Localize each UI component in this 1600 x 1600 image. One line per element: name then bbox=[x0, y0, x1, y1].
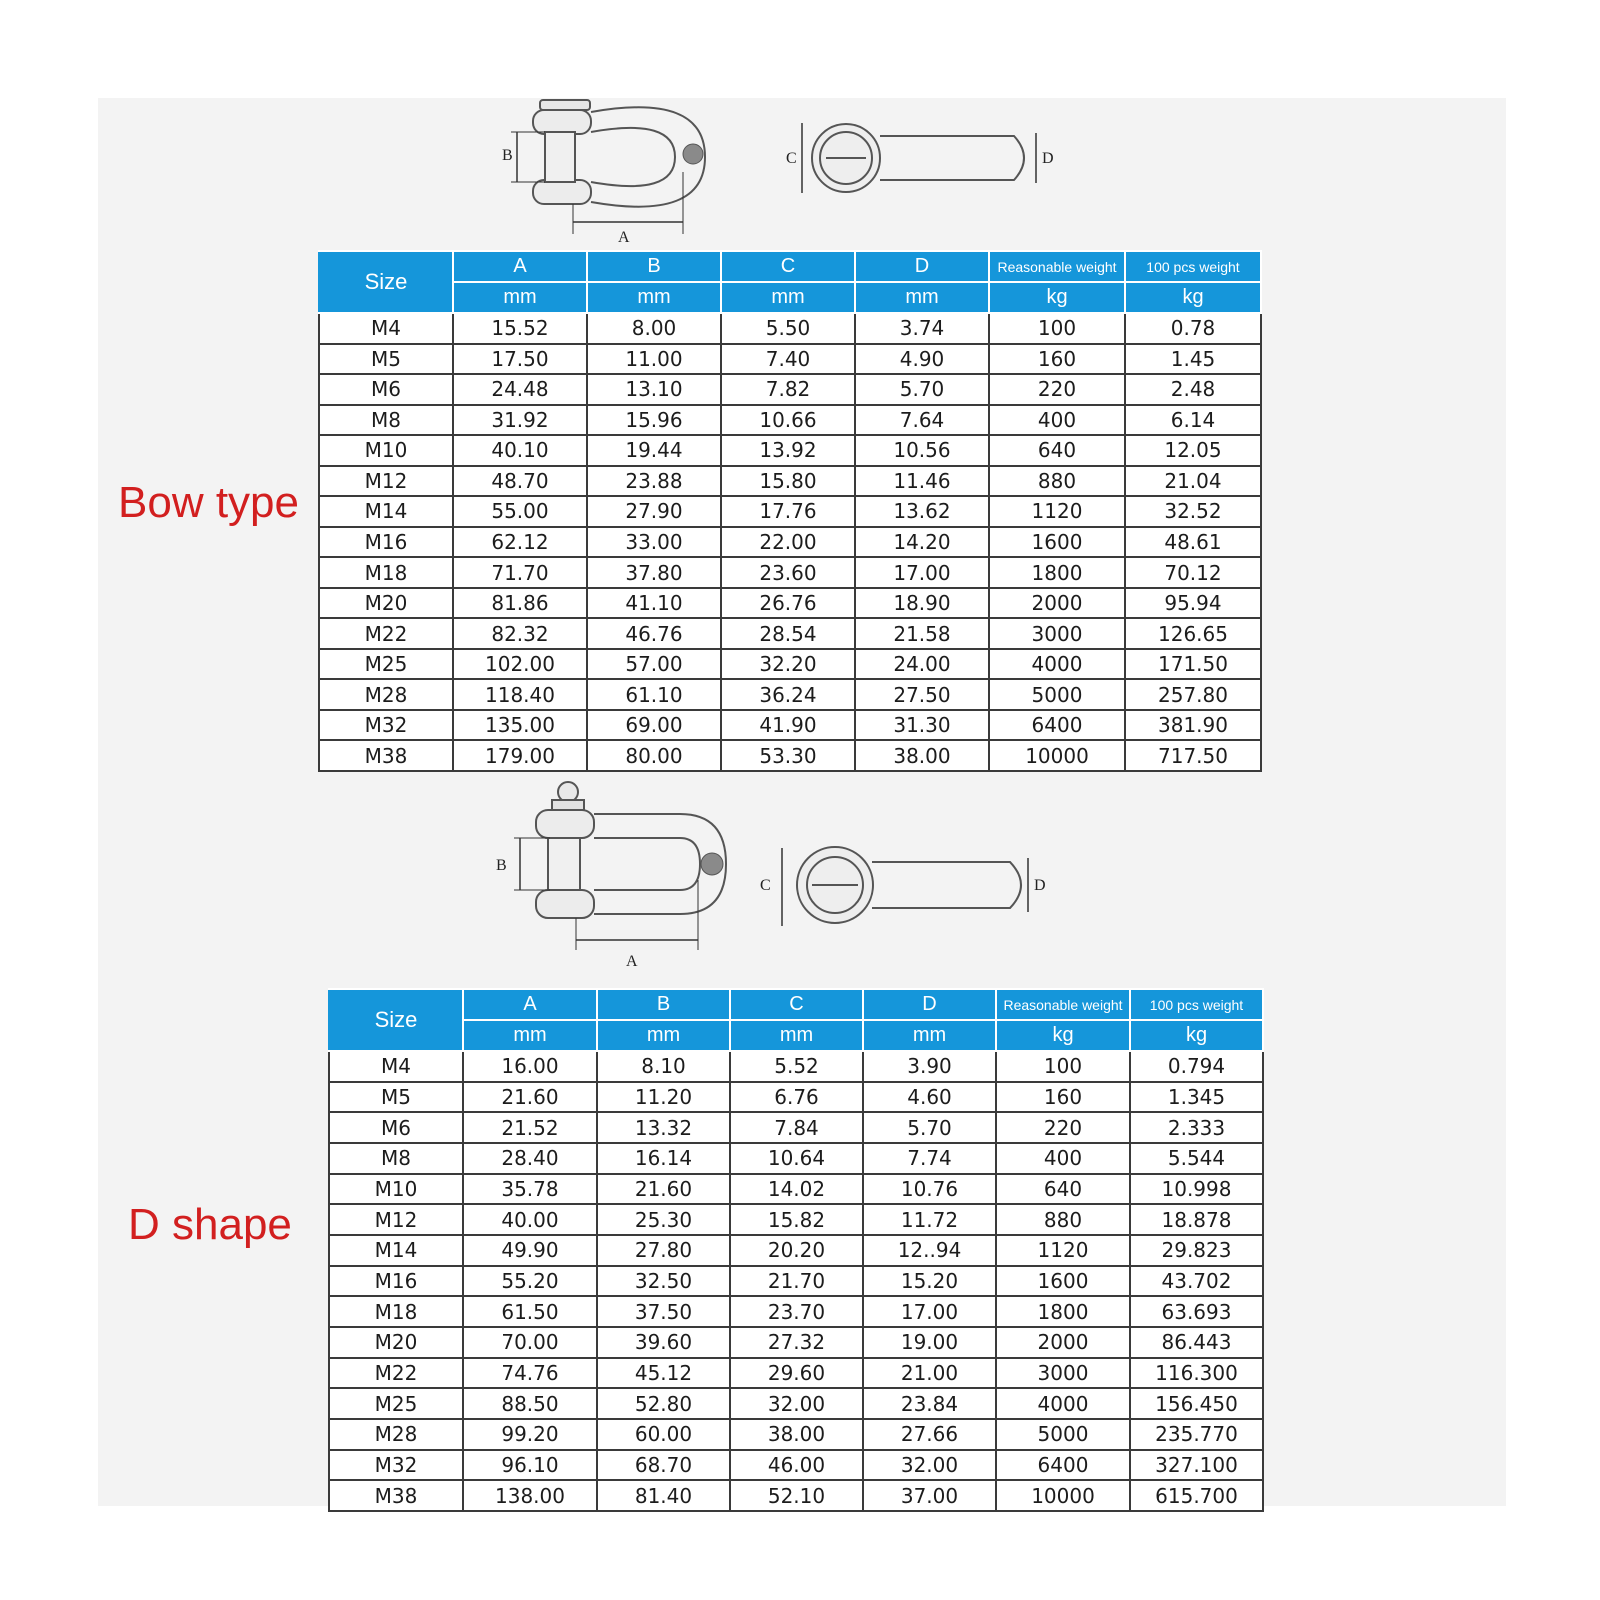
table-row bbox=[329, 1235, 1263, 1266]
d-cell: 14.20 bbox=[855, 527, 989, 558]
a-cell: 102.00 bbox=[453, 649, 587, 680]
pcs-weight-cell: 86.443 bbox=[1130, 1327, 1263, 1358]
size-cell: M10 bbox=[319, 435, 453, 466]
pcs-weight-header: 100 pcs weight bbox=[1125, 251, 1261, 282]
reasonable-weight-cell: 10000 bbox=[996, 1480, 1130, 1511]
pcs-weight-cell: 5.544 bbox=[1130, 1143, 1263, 1174]
c-cell: 15.82 bbox=[730, 1204, 863, 1235]
d-cell: 37.00 bbox=[863, 1480, 996, 1511]
table-row bbox=[329, 1204, 1263, 1235]
pcs-weight-cell: 0.794 bbox=[1130, 1051, 1263, 1082]
a-cell: 61.50 bbox=[463, 1296, 597, 1327]
c-cell: 46.00 bbox=[730, 1450, 863, 1481]
d-cell: 5.70 bbox=[855, 374, 989, 405]
b-cell: 19.44 bbox=[587, 435, 721, 466]
reasonable-weight-cell: 220 bbox=[996, 1112, 1130, 1143]
c-cell: 17.76 bbox=[721, 496, 855, 527]
col-b-header: B bbox=[587, 251, 721, 282]
col-b-header: B bbox=[597, 989, 730, 1020]
table-row bbox=[329, 1112, 1263, 1143]
d-cell: 5.70 bbox=[863, 1112, 996, 1143]
dim-c-label-d: C bbox=[760, 877, 771, 894]
d-shackle-side-diagram bbox=[490, 780, 740, 975]
pcs-weight-cell: 327.100 bbox=[1130, 1450, 1263, 1481]
reasonable-weight-cell: 5000 bbox=[989, 679, 1125, 710]
a-cell: 55.00 bbox=[453, 496, 587, 527]
pcs-weight-cell: 156.450 bbox=[1130, 1388, 1263, 1419]
size-cell: M25 bbox=[329, 1388, 463, 1419]
col-c-header: C bbox=[730, 989, 863, 1020]
c-cell: 15.80 bbox=[721, 466, 855, 497]
size-cell: M38 bbox=[319, 740, 453, 771]
table-row bbox=[329, 1358, 1263, 1389]
unit-a: mm bbox=[463, 1020, 597, 1051]
b-cell: 60.00 bbox=[597, 1419, 730, 1450]
a-cell: 118.40 bbox=[453, 679, 587, 710]
dim-d-label: D bbox=[1042, 150, 1054, 167]
d-cell: 7.74 bbox=[863, 1143, 996, 1174]
b-cell: 25.30 bbox=[597, 1204, 730, 1235]
a-cell: 16.00 bbox=[463, 1051, 597, 1082]
b-cell: 13.32 bbox=[597, 1112, 730, 1143]
c-cell: 38.00 bbox=[730, 1419, 863, 1450]
c-cell: 10.64 bbox=[730, 1143, 863, 1174]
d-cell: 17.00 bbox=[863, 1296, 996, 1327]
col-d-header: D bbox=[855, 251, 989, 282]
reasonable-weight-header: Reasonable weight bbox=[989, 251, 1125, 282]
a-cell: 82.32 bbox=[453, 618, 587, 649]
b-cell: 46.76 bbox=[587, 618, 721, 649]
size-cell: M20 bbox=[319, 588, 453, 619]
c-cell: 6.76 bbox=[730, 1082, 863, 1113]
pcs-weight-cell: 21.04 bbox=[1125, 466, 1261, 497]
size-cell: M22 bbox=[319, 618, 453, 649]
table-row bbox=[319, 710, 1261, 741]
d-cell: 17.00 bbox=[855, 557, 989, 588]
c-cell: 5.52 bbox=[730, 1051, 863, 1082]
a-cell: 17.50 bbox=[453, 344, 587, 375]
b-cell: 41.10 bbox=[587, 588, 721, 619]
reasonable-weight-cell: 2000 bbox=[989, 588, 1125, 619]
c-cell: 36.24 bbox=[721, 679, 855, 710]
b-cell: 45.12 bbox=[597, 1358, 730, 1389]
a-cell: 70.00 bbox=[463, 1327, 597, 1358]
reasonable-weight-cell: 160 bbox=[996, 1082, 1130, 1113]
pcs-weight-cell: 1.45 bbox=[1125, 344, 1261, 375]
a-cell: 55.20 bbox=[463, 1266, 597, 1297]
unit-reasonable-weight: kg bbox=[996, 1020, 1130, 1051]
table-row bbox=[319, 405, 1261, 436]
bow-shackle-side-diagram bbox=[502, 92, 730, 247]
table-row bbox=[329, 1450, 1263, 1481]
a-cell: 135.00 bbox=[453, 710, 587, 741]
reasonable-weight-cell: 400 bbox=[996, 1143, 1130, 1174]
unit-c: mm bbox=[730, 1020, 863, 1051]
size-cell: M8 bbox=[319, 405, 453, 436]
pcs-weight-cell: 171.50 bbox=[1125, 649, 1261, 680]
size-cell: M18 bbox=[329, 1296, 463, 1327]
table-row bbox=[319, 679, 1261, 710]
size-header: Size bbox=[329, 989, 463, 1051]
unit-b: mm bbox=[587, 282, 721, 313]
pcs-weight-cell: 29.823 bbox=[1130, 1235, 1263, 1266]
size-cell: M32 bbox=[319, 710, 453, 741]
pcs-weight-cell: 615.700 bbox=[1130, 1480, 1263, 1511]
c-cell: 28.54 bbox=[721, 618, 855, 649]
b-cell: 16.14 bbox=[597, 1143, 730, 1174]
size-cell: M28 bbox=[319, 679, 453, 710]
b-cell: 8.10 bbox=[597, 1051, 730, 1082]
table-row bbox=[319, 649, 1261, 680]
size-cell: M18 bbox=[319, 557, 453, 588]
unit-d: mm bbox=[863, 1020, 996, 1051]
pcs-weight-cell: 43.702 bbox=[1130, 1266, 1263, 1297]
pcs-weight-cell: 48.61 bbox=[1125, 527, 1261, 558]
reasonable-weight-cell: 640 bbox=[989, 435, 1125, 466]
table-row bbox=[319, 435, 1261, 466]
size-header: Size bbox=[319, 251, 453, 313]
b-cell: 80.00 bbox=[587, 740, 721, 771]
table-row bbox=[319, 740, 1261, 771]
b-cell: 37.80 bbox=[587, 557, 721, 588]
table-row bbox=[329, 1419, 1263, 1450]
a-cell: 71.70 bbox=[453, 557, 587, 588]
b-cell: 81.40 bbox=[597, 1480, 730, 1511]
c-cell: 32.00 bbox=[730, 1388, 863, 1419]
c-cell: 27.32 bbox=[730, 1327, 863, 1358]
d-cell: 24.00 bbox=[855, 649, 989, 680]
b-cell: 68.70 bbox=[597, 1450, 730, 1481]
a-cell: 24.48 bbox=[453, 374, 587, 405]
size-cell: M5 bbox=[319, 344, 453, 375]
d-cell: 27.66 bbox=[863, 1419, 996, 1450]
reasonable-weight-cell: 100 bbox=[996, 1051, 1130, 1082]
size-cell: M5 bbox=[329, 1082, 463, 1113]
reasonable-weight-cell: 880 bbox=[996, 1204, 1130, 1235]
b-cell: 13.10 bbox=[587, 374, 721, 405]
pcs-weight-cell: 95.94 bbox=[1125, 588, 1261, 619]
a-cell: 31.92 bbox=[453, 405, 587, 436]
pcs-weight-cell: 70.12 bbox=[1125, 557, 1261, 588]
a-cell: 138.00 bbox=[463, 1480, 597, 1511]
b-cell: 69.00 bbox=[587, 710, 721, 741]
b-cell: 15.96 bbox=[587, 405, 721, 436]
reasonable-weight-cell: 4000 bbox=[989, 649, 1125, 680]
unit-pcs-weight: kg bbox=[1125, 282, 1261, 313]
c-cell: 7.84 bbox=[730, 1112, 863, 1143]
d-cell: 27.50 bbox=[855, 679, 989, 710]
b-cell: 23.88 bbox=[587, 466, 721, 497]
c-cell: 20.20 bbox=[730, 1235, 863, 1266]
c-cell: 13.92 bbox=[721, 435, 855, 466]
table-row bbox=[319, 313, 1261, 344]
pcs-weight-cell: 235.770 bbox=[1130, 1419, 1263, 1450]
col-d-header: D bbox=[863, 989, 996, 1020]
c-cell: 41.90 bbox=[721, 710, 855, 741]
size-cell: M28 bbox=[329, 1419, 463, 1450]
dim-a-label: A bbox=[618, 229, 630, 246]
reasonable-weight-cell: 1120 bbox=[996, 1235, 1130, 1266]
a-cell: 179.00 bbox=[453, 740, 587, 771]
d-cell: 32.00 bbox=[863, 1450, 996, 1481]
d-cell: 3.74 bbox=[855, 313, 989, 344]
size-cell: M14 bbox=[329, 1235, 463, 1266]
a-cell: 62.12 bbox=[453, 527, 587, 558]
a-cell: 21.60 bbox=[463, 1082, 597, 1113]
table-row bbox=[329, 1480, 1263, 1511]
pcs-weight-cell: 63.693 bbox=[1130, 1296, 1263, 1327]
d-cell: 21.58 bbox=[855, 618, 989, 649]
table-row bbox=[329, 1296, 1263, 1327]
a-cell: 15.52 bbox=[453, 313, 587, 344]
size-cell: M16 bbox=[319, 527, 453, 558]
d-shackle-top-diagram bbox=[760, 840, 1060, 935]
a-cell: 81.86 bbox=[453, 588, 587, 619]
reasonable-weight-cell: 1800 bbox=[996, 1296, 1130, 1327]
reasonable-weight-cell: 220 bbox=[989, 374, 1125, 405]
reasonable-weight-cell: 3000 bbox=[989, 618, 1125, 649]
b-cell: 8.00 bbox=[587, 313, 721, 344]
b-cell: 52.80 bbox=[597, 1388, 730, 1419]
d-cell: 4.60 bbox=[863, 1082, 996, 1113]
reasonable-weight-cell: 2000 bbox=[996, 1327, 1130, 1358]
b-cell: 57.00 bbox=[587, 649, 721, 680]
d-shape-spec-table bbox=[328, 988, 1264, 1512]
reasonable-weight-cell: 880 bbox=[989, 466, 1125, 497]
reasonable-weight-cell: 1800 bbox=[989, 557, 1125, 588]
c-cell: 7.82 bbox=[721, 374, 855, 405]
a-cell: 28.40 bbox=[463, 1143, 597, 1174]
reasonable-weight-cell: 6400 bbox=[996, 1450, 1130, 1481]
reasonable-weight-cell: 1120 bbox=[989, 496, 1125, 527]
a-cell: 40.10 bbox=[453, 435, 587, 466]
d-cell: 11.72 bbox=[863, 1204, 996, 1235]
table-row bbox=[329, 1266, 1263, 1297]
d-cell: 23.84 bbox=[863, 1388, 996, 1419]
dim-d-label-d: D bbox=[1034, 877, 1046, 894]
size-cell: M22 bbox=[329, 1358, 463, 1389]
b-cell: 27.90 bbox=[587, 496, 721, 527]
c-cell: 29.60 bbox=[730, 1358, 863, 1389]
b-cell: 27.80 bbox=[597, 1235, 730, 1266]
d-cell: 12..94 bbox=[863, 1235, 996, 1266]
pcs-weight-cell: 1.345 bbox=[1130, 1082, 1263, 1113]
d-cell: 10.56 bbox=[855, 435, 989, 466]
a-cell: 35.78 bbox=[463, 1174, 597, 1205]
table-row bbox=[319, 344, 1261, 375]
c-cell: 22.00 bbox=[721, 527, 855, 558]
c-cell: 23.60 bbox=[721, 557, 855, 588]
a-cell: 88.50 bbox=[463, 1388, 597, 1419]
pcs-weight-cell: 126.65 bbox=[1125, 618, 1261, 649]
unit-reasonable-weight: kg bbox=[989, 282, 1125, 313]
c-cell: 10.66 bbox=[721, 405, 855, 436]
table-row bbox=[319, 466, 1261, 497]
d-cell: 18.90 bbox=[855, 588, 989, 619]
a-cell: 49.90 bbox=[463, 1235, 597, 1266]
table-row bbox=[319, 557, 1261, 588]
size-cell: M4 bbox=[329, 1051, 463, 1082]
c-cell: 14.02 bbox=[730, 1174, 863, 1205]
c-cell: 5.50 bbox=[721, 313, 855, 344]
reasonable-weight-cell: 3000 bbox=[996, 1358, 1130, 1389]
bow-shackle-top-diagram bbox=[786, 118, 1076, 203]
b-cell: 61.10 bbox=[587, 679, 721, 710]
table-row bbox=[329, 1051, 1263, 1082]
reasonable-weight-cell: 160 bbox=[989, 344, 1125, 375]
d-cell: 21.00 bbox=[863, 1358, 996, 1389]
a-cell: 74.76 bbox=[463, 1358, 597, 1389]
b-cell: 21.60 bbox=[597, 1174, 730, 1205]
reasonable-weight-cell: 4000 bbox=[996, 1388, 1130, 1419]
unit-pcs-weight: kg bbox=[1130, 1020, 1263, 1051]
c-cell: 53.30 bbox=[721, 740, 855, 771]
pcs-weight-cell: 12.05 bbox=[1125, 435, 1261, 466]
table-row bbox=[329, 1143, 1263, 1174]
unit-d: mm bbox=[855, 282, 989, 313]
dim-b-label: B bbox=[502, 147, 513, 164]
unit-c: mm bbox=[721, 282, 855, 313]
a-cell: 96.10 bbox=[463, 1450, 597, 1481]
d-cell: 13.62 bbox=[855, 496, 989, 527]
size-cell: M20 bbox=[329, 1327, 463, 1358]
size-cell: M12 bbox=[319, 466, 453, 497]
d-cell: 3.90 bbox=[863, 1051, 996, 1082]
c-cell: 21.70 bbox=[730, 1266, 863, 1297]
d-cell: 31.30 bbox=[855, 710, 989, 741]
bow-type-rows bbox=[319, 313, 1261, 771]
pcs-weight-cell: 18.878 bbox=[1130, 1204, 1263, 1235]
reasonable-weight-cell: 400 bbox=[989, 405, 1125, 436]
pcs-weight-cell: 381.90 bbox=[1125, 710, 1261, 741]
table-row bbox=[319, 374, 1261, 405]
d-cell: 11.46 bbox=[855, 466, 989, 497]
b-cell: 39.60 bbox=[597, 1327, 730, 1358]
reasonable-weight-header: Reasonable weight bbox=[996, 989, 1130, 1020]
size-cell: M12 bbox=[329, 1204, 463, 1235]
col-c-header: C bbox=[721, 251, 855, 282]
reasonable-weight-cell: 640 bbox=[996, 1174, 1130, 1205]
size-cell: M14 bbox=[319, 496, 453, 527]
d-cell: 4.90 bbox=[855, 344, 989, 375]
b-cell: 11.00 bbox=[587, 344, 721, 375]
reasonable-weight-cell: 10000 bbox=[989, 740, 1125, 771]
d-cell: 10.76 bbox=[863, 1174, 996, 1205]
c-cell: 7.40 bbox=[721, 344, 855, 375]
pcs-weight-cell: 0.78 bbox=[1125, 313, 1261, 344]
table-row bbox=[329, 1327, 1263, 1358]
dim-a-label-d: A bbox=[626, 953, 638, 970]
a-cell: 21.52 bbox=[463, 1112, 597, 1143]
size-cell: M38 bbox=[329, 1480, 463, 1511]
pcs-weight-cell: 2.333 bbox=[1130, 1112, 1263, 1143]
a-cell: 48.70 bbox=[453, 466, 587, 497]
reasonable-weight-cell: 1600 bbox=[996, 1266, 1130, 1297]
bow-type-label: Bow type bbox=[118, 478, 299, 527]
pcs-weight-cell: 717.50 bbox=[1125, 740, 1261, 771]
a-cell: 99.20 bbox=[463, 1419, 597, 1450]
c-cell: 23.70 bbox=[730, 1296, 863, 1327]
c-cell: 26.76 bbox=[721, 588, 855, 619]
pcs-weight-cell: 10.998 bbox=[1130, 1174, 1263, 1205]
size-cell: M10 bbox=[329, 1174, 463, 1205]
size-cell: M25 bbox=[319, 649, 453, 680]
dim-c-label: C bbox=[786, 150, 797, 167]
size-cell: M32 bbox=[329, 1450, 463, 1481]
table-row bbox=[329, 1174, 1263, 1205]
bow-type-spec-table bbox=[318, 250, 1262, 772]
d-cell: 15.20 bbox=[863, 1266, 996, 1297]
reasonable-weight-cell: 5000 bbox=[996, 1419, 1130, 1450]
b-cell: 37.50 bbox=[597, 1296, 730, 1327]
d-shape-label: D shape bbox=[128, 1200, 292, 1249]
col-a-header: A bbox=[453, 251, 587, 282]
b-cell: 33.00 bbox=[587, 527, 721, 558]
d-cell: 19.00 bbox=[863, 1327, 996, 1358]
reasonable-weight-cell: 6400 bbox=[989, 710, 1125, 741]
size-cell: M6 bbox=[319, 374, 453, 405]
pcs-weight-cell: 32.52 bbox=[1125, 496, 1261, 527]
size-cell: M6 bbox=[329, 1112, 463, 1143]
unit-b: mm bbox=[597, 1020, 730, 1051]
b-cell: 11.20 bbox=[597, 1082, 730, 1113]
pcs-weight-cell: 6.14 bbox=[1125, 405, 1261, 436]
size-cell: M16 bbox=[329, 1266, 463, 1297]
c-cell: 52.10 bbox=[730, 1480, 863, 1511]
reasonable-weight-cell: 1600 bbox=[989, 527, 1125, 558]
table-row bbox=[319, 527, 1261, 558]
c-cell: 32.20 bbox=[721, 649, 855, 680]
pcs-weight-cell: 257.80 bbox=[1125, 679, 1261, 710]
dim-b-label-d: B bbox=[496, 857, 507, 874]
d-cell: 7.64 bbox=[855, 405, 989, 436]
pcs-weight-header: 100 pcs weight bbox=[1130, 989, 1263, 1020]
pcs-weight-cell: 116.300 bbox=[1130, 1358, 1263, 1389]
reasonable-weight-cell: 100 bbox=[989, 313, 1125, 344]
unit-a: mm bbox=[453, 282, 587, 313]
a-cell: 40.00 bbox=[463, 1204, 597, 1235]
table-row bbox=[319, 618, 1261, 649]
d-shape-rows bbox=[329, 1051, 1263, 1511]
table-row bbox=[319, 496, 1261, 527]
col-a-header: A bbox=[463, 989, 597, 1020]
table-row bbox=[319, 588, 1261, 619]
table-row bbox=[329, 1082, 1263, 1113]
size-cell: M4 bbox=[319, 313, 453, 344]
table-row bbox=[329, 1388, 1263, 1419]
d-cell: 38.00 bbox=[855, 740, 989, 771]
pcs-weight-cell: 2.48 bbox=[1125, 374, 1261, 405]
size-cell: M8 bbox=[329, 1143, 463, 1174]
b-cell: 32.50 bbox=[597, 1266, 730, 1297]
